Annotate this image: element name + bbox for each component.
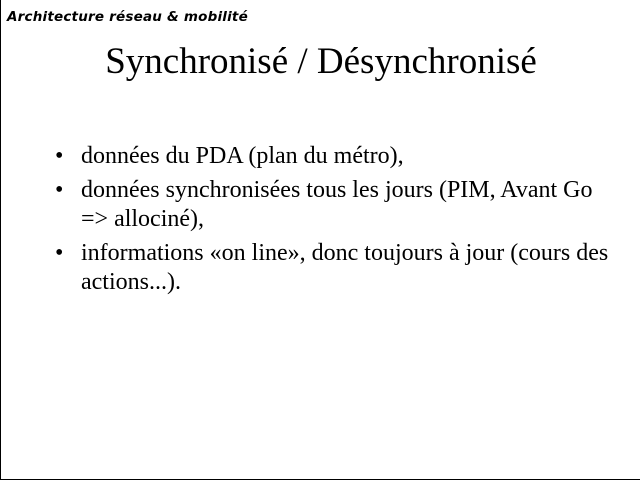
header-label: Architecture réseau & mobilité: [7, 9, 248, 25]
bullet-list: [55, 142, 615, 302]
bullet-item: [55, 176, 615, 234]
bullet-text: données du PDA (plan du métro),: [81, 143, 404, 169]
bullet-item: [55, 142, 615, 171]
bullet-item: [55, 239, 615, 297]
bullet-text: données synchronisées tous les jours (PIM, Avant Go => allociné),: [81, 177, 593, 232]
bullet-dot-icon: •: [55, 177, 64, 203]
bullet-dot-icon: •: [55, 143, 64, 169]
slide-title: Synchronisé / Désynchronisé: [105, 41, 537, 82]
bullet-text: informations «on line», donc toujours à jour (cours des actions...).: [81, 240, 609, 295]
bullet-dot-icon: •: [55, 240, 64, 266]
